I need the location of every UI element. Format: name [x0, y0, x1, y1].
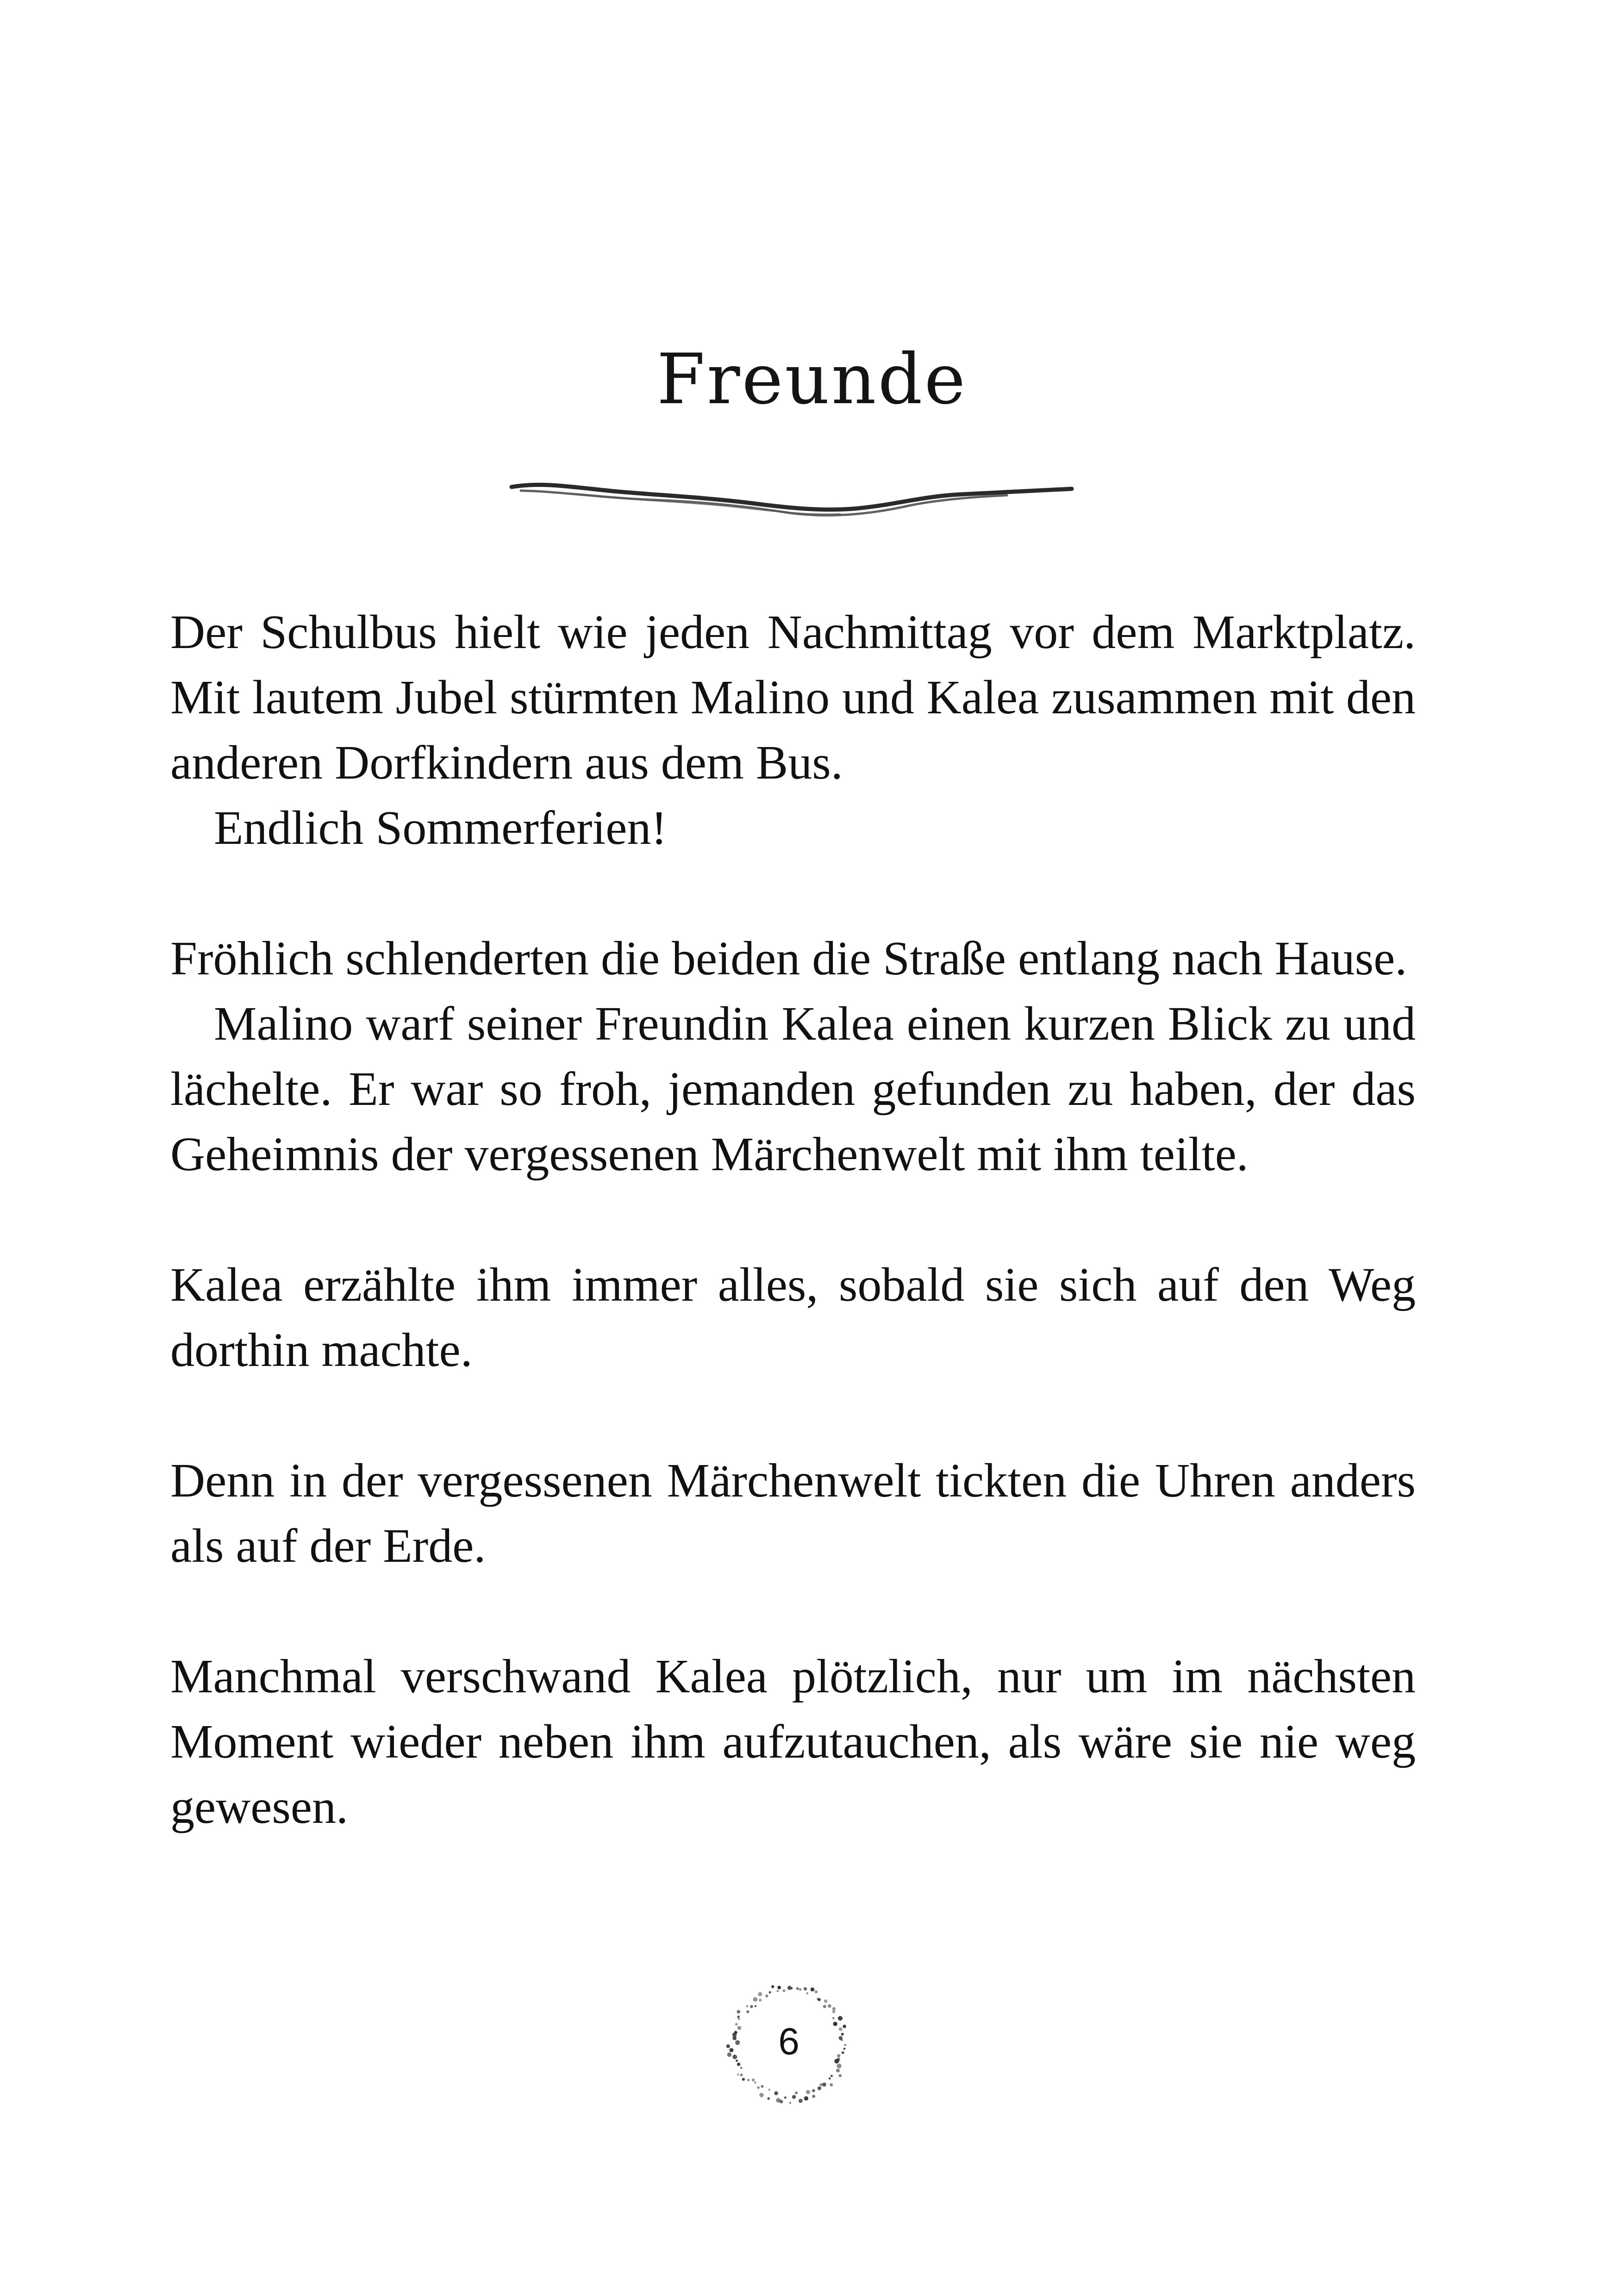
- wreath-dot: [765, 1995, 768, 1997]
- wreath-dot: [759, 2093, 763, 2097]
- wreath-dot: [831, 2075, 833, 2077]
- page-number-ornament: [717, 1974, 861, 2113]
- paragraph-6: Denn in der vergessenen Märchenwelt tickten die Uhren anders als auf der Erde.: [170, 1454, 1416, 1572]
- wreath-dot: [792, 2095, 796, 2099]
- wreath-dot: [768, 1991, 771, 1994]
- wreath-dot: [818, 2086, 821, 2090]
- wreath-dot: [815, 1990, 818, 1994]
- wreath-dot: [753, 1997, 758, 2002]
- wreath-dot: [830, 2083, 833, 2086]
- wreath-dot: [795, 2091, 798, 2094]
- wreath-dot: [737, 2073, 739, 2076]
- wreath-dot: [838, 2074, 842, 2077]
- wreath-dot: [818, 1998, 821, 2001]
- wreath-dot: [776, 2098, 781, 2103]
- paragraph-2: Endlich Sommerferien!: [214, 801, 668, 854]
- wreath-dot: [737, 2010, 740, 2014]
- page-number: 6: [778, 2021, 800, 2063]
- wreath-dot: [755, 2005, 756, 2007]
- wreath-dot: [812, 2089, 815, 2092]
- wreath-dot: [791, 1987, 793, 1989]
- wreath-dot: [782, 1989, 785, 1992]
- wreath-dot: [784, 2096, 787, 2099]
- wreath-dot: [799, 2099, 803, 2103]
- wreath-dot: [777, 1986, 781, 1989]
- wreath-dot: [789, 2102, 791, 2104]
- wreath-dot: [748, 2079, 750, 2081]
- wreath-dot: [832, 2007, 836, 2010]
- wreath-dot: [774, 2091, 778, 2095]
- wreath-dot: [777, 1990, 779, 1992]
- wreath-dot: [754, 2081, 756, 2083]
- wreath-dot: [740, 2067, 742, 2069]
- wreath-dot: [799, 1989, 801, 1991]
- paragraph-5: Kalea erzählte ihm immer alles, sobald sie sich auf den Weg dorthin machte.: [170, 1258, 1416, 1377]
- wreath-dot: [746, 2010, 749, 2013]
- wreath-dot: [811, 1988, 815, 1992]
- wreath-dot: [771, 1985, 774, 1988]
- wreath-dot: [761, 2085, 764, 2088]
- wreath-dot: [746, 2005, 749, 2008]
- chapter-body: [170, 599, 1416, 1840]
- wreath-dot: [829, 2077, 831, 2080]
- wreath-dot: [737, 2015, 739, 2018]
- wreath-dot: [812, 2095, 815, 2098]
- wreath-dot: [750, 2005, 753, 2008]
- chapter-title: Freunde: [656, 339, 968, 420]
- wreath-dot: [752, 2078, 755, 2082]
- paragraph-1: Der Schulbus hielt wie jeden Nachmittag vor dem Marktplatz. Mit lautem Jubel stürmten Malino und Kalea zusammen mit den anderen Dorfkindern aus dem Bus.: [170, 605, 1416, 789]
- wreath-dot: [836, 2069, 840, 2072]
- wreath-dot: [742, 2078, 745, 2081]
- wreath-dot: [768, 2089, 771, 2091]
- wreath-dot: [740, 2074, 743, 2077]
- wreath-dot: [758, 1992, 762, 1996]
- wreath-dot: [806, 1992, 809, 1995]
- wreath-dot: [804, 1987, 807, 1990]
- wreath-dot: [819, 2083, 823, 2086]
- wreath-dot: [804, 2096, 808, 2101]
- wreath-dot: [824, 1999, 827, 2002]
- wreath-dot: [832, 2010, 836, 2013]
- wreath-dot: [828, 2004, 831, 2008]
- paragraph-3: Fröhlich schlenderten die beiden die Straße entlang nach Hause.: [170, 932, 1407, 985]
- wreath-dot: [823, 2005, 826, 2008]
- wreath-dot: [757, 2086, 760, 2089]
- paragraph-4: Malino warf seiner Freundin Kalea einen kurzen Blick zu und lächelte. Er war so froh, jemanden gefunden zu haben, der das Geheimnis der vergessenen Märchenwelt mit ihm teilte.: [170, 997, 1416, 1181]
- wreath-dot: [759, 1999, 762, 2002]
- wreath-dot: [768, 2097, 770, 2100]
- title-underline-flourish: [507, 468, 1076, 537]
- wreath-dot: [822, 2083, 826, 2087]
- wreath-dot: [806, 2090, 810, 2094]
- wreath-dot: [796, 1987, 799, 1990]
- paragraph-7: Manchmal verschwand Kalea plötzlich, nur um im nächsten Moment wieder neben ihm aufzutauchen, als wäre sie nie weg gewesen.: [170, 1650, 1416, 1834]
